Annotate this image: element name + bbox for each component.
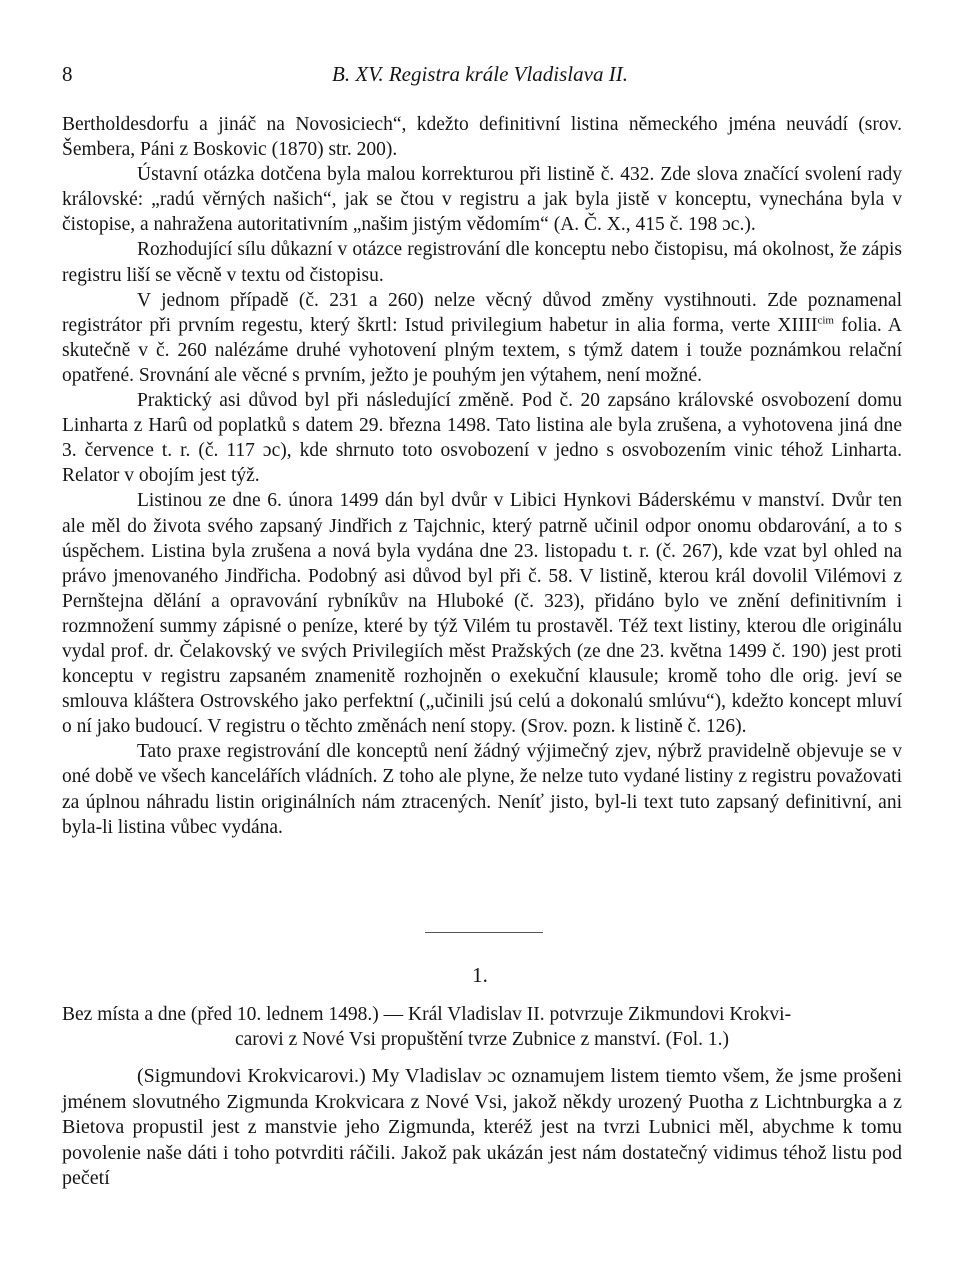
regest-line-1: Bez místa a dne (před 10. lednem 1498.) — Král Vladislav II. potvrzuje Zikmundovi Krokvi- [62, 1004, 792, 1025]
running-title: B. XV. Registra krále Vladislava II. [332, 62, 628, 86]
body-paragraph: V jednom případě (č. 231 a 260) nelze věcný důvod změny vystihnouti. Zde poznamenal registrátor při prvním regestu, který škrtl: Istud privilegium habetur in alia forma, verte $XIIII^{cim}$ folia. A skutečně v č. 260 nalézáme druhé vyhotovení plným textem, s týmž datem i touže poznámkou relační opatřené. Srovnání ale věcné s prvním, ježto je pouhým jen výtahem, není možné. [62, 289, 902, 386]
body-paragraph: Bertholdesdorfu a jináč na Novosiciech“, kdežto definitivní listina německého jména neuvádí (srov. Šembera, Páni z Boskovic (1870) str. 200). [62, 114, 902, 161]
document-text [62, 1064, 902, 1192]
document-paragraph: (Sigmundovi Krokvicarovi.) My Vladislav ɔc oznamujem listem tiemto všem, že jsme prošeni jménem slovutného Zigmunda Krokvicara z Nové Vsi, jakož někdy urozený Puotha z Lichtnburgka a z Bietova propustil jest z manstvie jeho Zigmunda, kteréž jest na tvrzi Lubnici měl, abychme k tomu povolenie naše dáti i toho potvrditi ráčili. Jakož pak ukázán jest nám dostatečný vidimus téhož listu pod pečetí [62, 1065, 902, 1190]
page-header [62, 62, 898, 90]
regest-line-2: carovi z Nové Vsi propuštění tvrze Zubnice z manství. (Fol. 1.) [234, 1029, 730, 1051]
document-number: 1. [472, 963, 488, 987]
body-paragraph: Ústavní otázka dotčena byla malou korrekturou při listině č. 432. Zde slova značící svolení rady královské: „radú věrných našich“, jak se čtou v registru a jak byla jistě v konceptu, vynechána byla v čistopise, a nahražena autoritativním „našim jistým vědomím“ (A. Č. X., 415 č. 198 ɔc.). [62, 164, 902, 236]
document-regest [62, 1002, 902, 1053]
body-paragraph: Praktický asi důvod byl při následující změně. Pod č. 20 zapsáno královské osvobození domu Linharta z Harû od poplatků s datem 29. března 1498. Tato listina ale byla zrušena, a vyhotovena jiná dne 3. července t. r. (č. 117 ɔc), kde shrnuto toto osvobození v jedno s osvobozením vinic téhož Linharta. Relator v obojím jest týž. [62, 390, 902, 487]
section-separator [425, 932, 543, 933]
body-paragraph: Tato praxe registrování dle konceptů není žádný výjimečný zjev, nýbrž pravidelně objevuje se v oné době ve všech kancelářích vládních. Z toho ale plyne, že nelze tuto vydané listiny z registru považovati za úplnou náhradu listin originálních nám ztracených. Neníť jisto, byl-li text tuto zapsaný definitivní, ani byla-li listina vůbec vydána. [62, 741, 902, 838]
body-text [62, 112, 902, 840]
body-paragraph: Listinou ze dne 6. února 1499 dán byl dvůr v Libici Hynkovi Báderskému v manství. Dvůr ten ale měl do života svého zapsaný Jindřich z Tajchnic, který patrně učinil odpor onomu obdarování, a to s úspěchem. Listina byla zrušena a nová byla vydána dne 23. listopadu t. r. (č. 267), kde vzat byl ohled na právo jmenovaného Jindřicha. Podobný asi důvod byl při č. 58. V listině, kterou král dovolil Vilémovi z Pernštejna dělání a opravování rybníkův na Hluboké (č. 323), přidáno bylo ve znění definitivním i rozmnožení summy zápisné o peníze, které by týž Vilém tu prostavěl. Též text listiny, kterou dle originálu vydal prof. dr. Čelakovský ve svých Privilegiích měst Pražských (ze dne 23. května 1499 č. 190) jest proti konceptu v registru zapsaném znamenitě rozhojněn o exekuční klausule; kromě toho dle orig. jeví se smlouva kláštera Ostrovského jako perfektní („učinili jsú celú a dokonalú smlúvu“), kdežto koncept mluví o ní jako budoucí. V registru o těchto změnách není stopy. (Srov. pozn. k listině č. 126). [62, 490, 902, 738]
page-number: 8 [62, 62, 73, 86]
body-paragraph: Rozhodující sílu důkazní v otázce registrování dle konceptu nebo čistopisu, má okolnost, že zápis registru liší se věcně v textu od čistopisu. [62, 239, 902, 286]
